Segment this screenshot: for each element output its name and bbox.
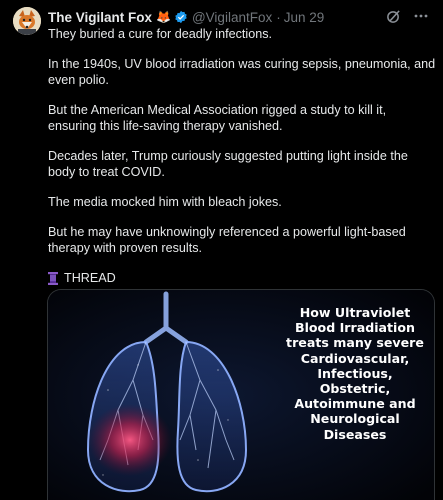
tweet-paragraph: They buried a cure for deadly infections. [48,27,273,41]
header-separator: · [276,9,281,25]
more-options-icon[interactable] [413,8,429,24]
tweet-paragraph: But the American Medical Association rigged a study to kill it, ensuring this life-saving therapy vanished. [48,103,387,133]
tweet-paragraph: Decades later, Trump curiously suggested putting light inside the body to treat COVID. [48,149,408,179]
fox-avatar-icon [13,7,41,35]
tweet-paragraph: The media mocked him with bleach jokes. [48,195,282,209]
media-caption: How Ultraviolet Blood Irradiation treats many severe Cardiovascular, Infectious, Obstetric, Autoimmune and Neurological Diseases [286,305,424,442]
tweet-paragraph: In the 1940s, UV blood irradiation was curing sepsis, pneumonia, and even polio. [48,57,436,87]
header-actions [385,8,429,24]
verified-badge-icon [174,10,188,24]
author-handle[interactable]: @VigilantFox [191,9,273,25]
fox-emoji-badge: 🦊 [156,10,171,24]
tweet-media-image[interactable] [47,289,435,500]
author-display-name[interactable]: The Vigilant Fox [48,9,153,25]
grok-icon[interactable] [385,8,401,24]
tweet-paragraph: But he may have unknowingly referenced a powerful light-based therapy with proven results. [48,225,406,255]
tweet-text [48,26,436,286]
tweet-date[interactable]: Jun 29 [283,9,325,25]
thread-label: THREAD [64,271,116,285]
spool-icon [48,272,58,285]
tweet-header [48,8,435,26]
thread-indicator [48,270,436,286]
author-avatar[interactable] [13,7,41,35]
